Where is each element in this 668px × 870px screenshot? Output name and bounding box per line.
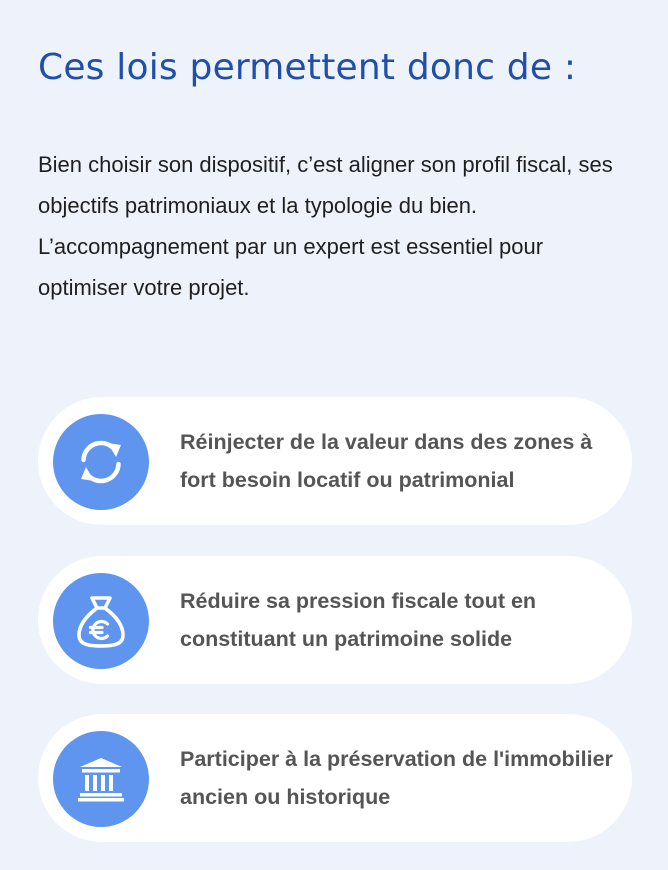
refresh-icon [77, 438, 125, 486]
bank-building-icon [76, 756, 126, 802]
benefit-icon-badge [53, 731, 149, 827]
intro-paragraph: Bien choisir son dispositif, c’est aligner son profil fiscal, ses objectifs patrimoniaux et la typologie du bien. L’accompagnement par un expert est essentiel pour optimiser votre projet. [38, 152, 613, 300]
benefit-icon-badge [53, 414, 149, 510]
benefit-card-heritage [38, 714, 632, 842]
benefit-text: Réinjecter de la valeur dans des zones à fort besoin locatif ou patrimonial [180, 430, 593, 492]
benefit-text: Participer à la préservation de l'immobilier ancien ou historique [180, 747, 613, 809]
section-heading: Ces lois permettent donc de : [38, 47, 577, 88]
euro-money-bag-icon [75, 593, 127, 649]
benefit-icon-badge [53, 573, 149, 669]
benefit-card-revaluation [38, 397, 632, 525]
benefit-card-tax-reduction [38, 556, 632, 684]
benefit-text: Réduire sa pression fiscale tout en constituant un patrimoine solide [180, 589, 537, 651]
